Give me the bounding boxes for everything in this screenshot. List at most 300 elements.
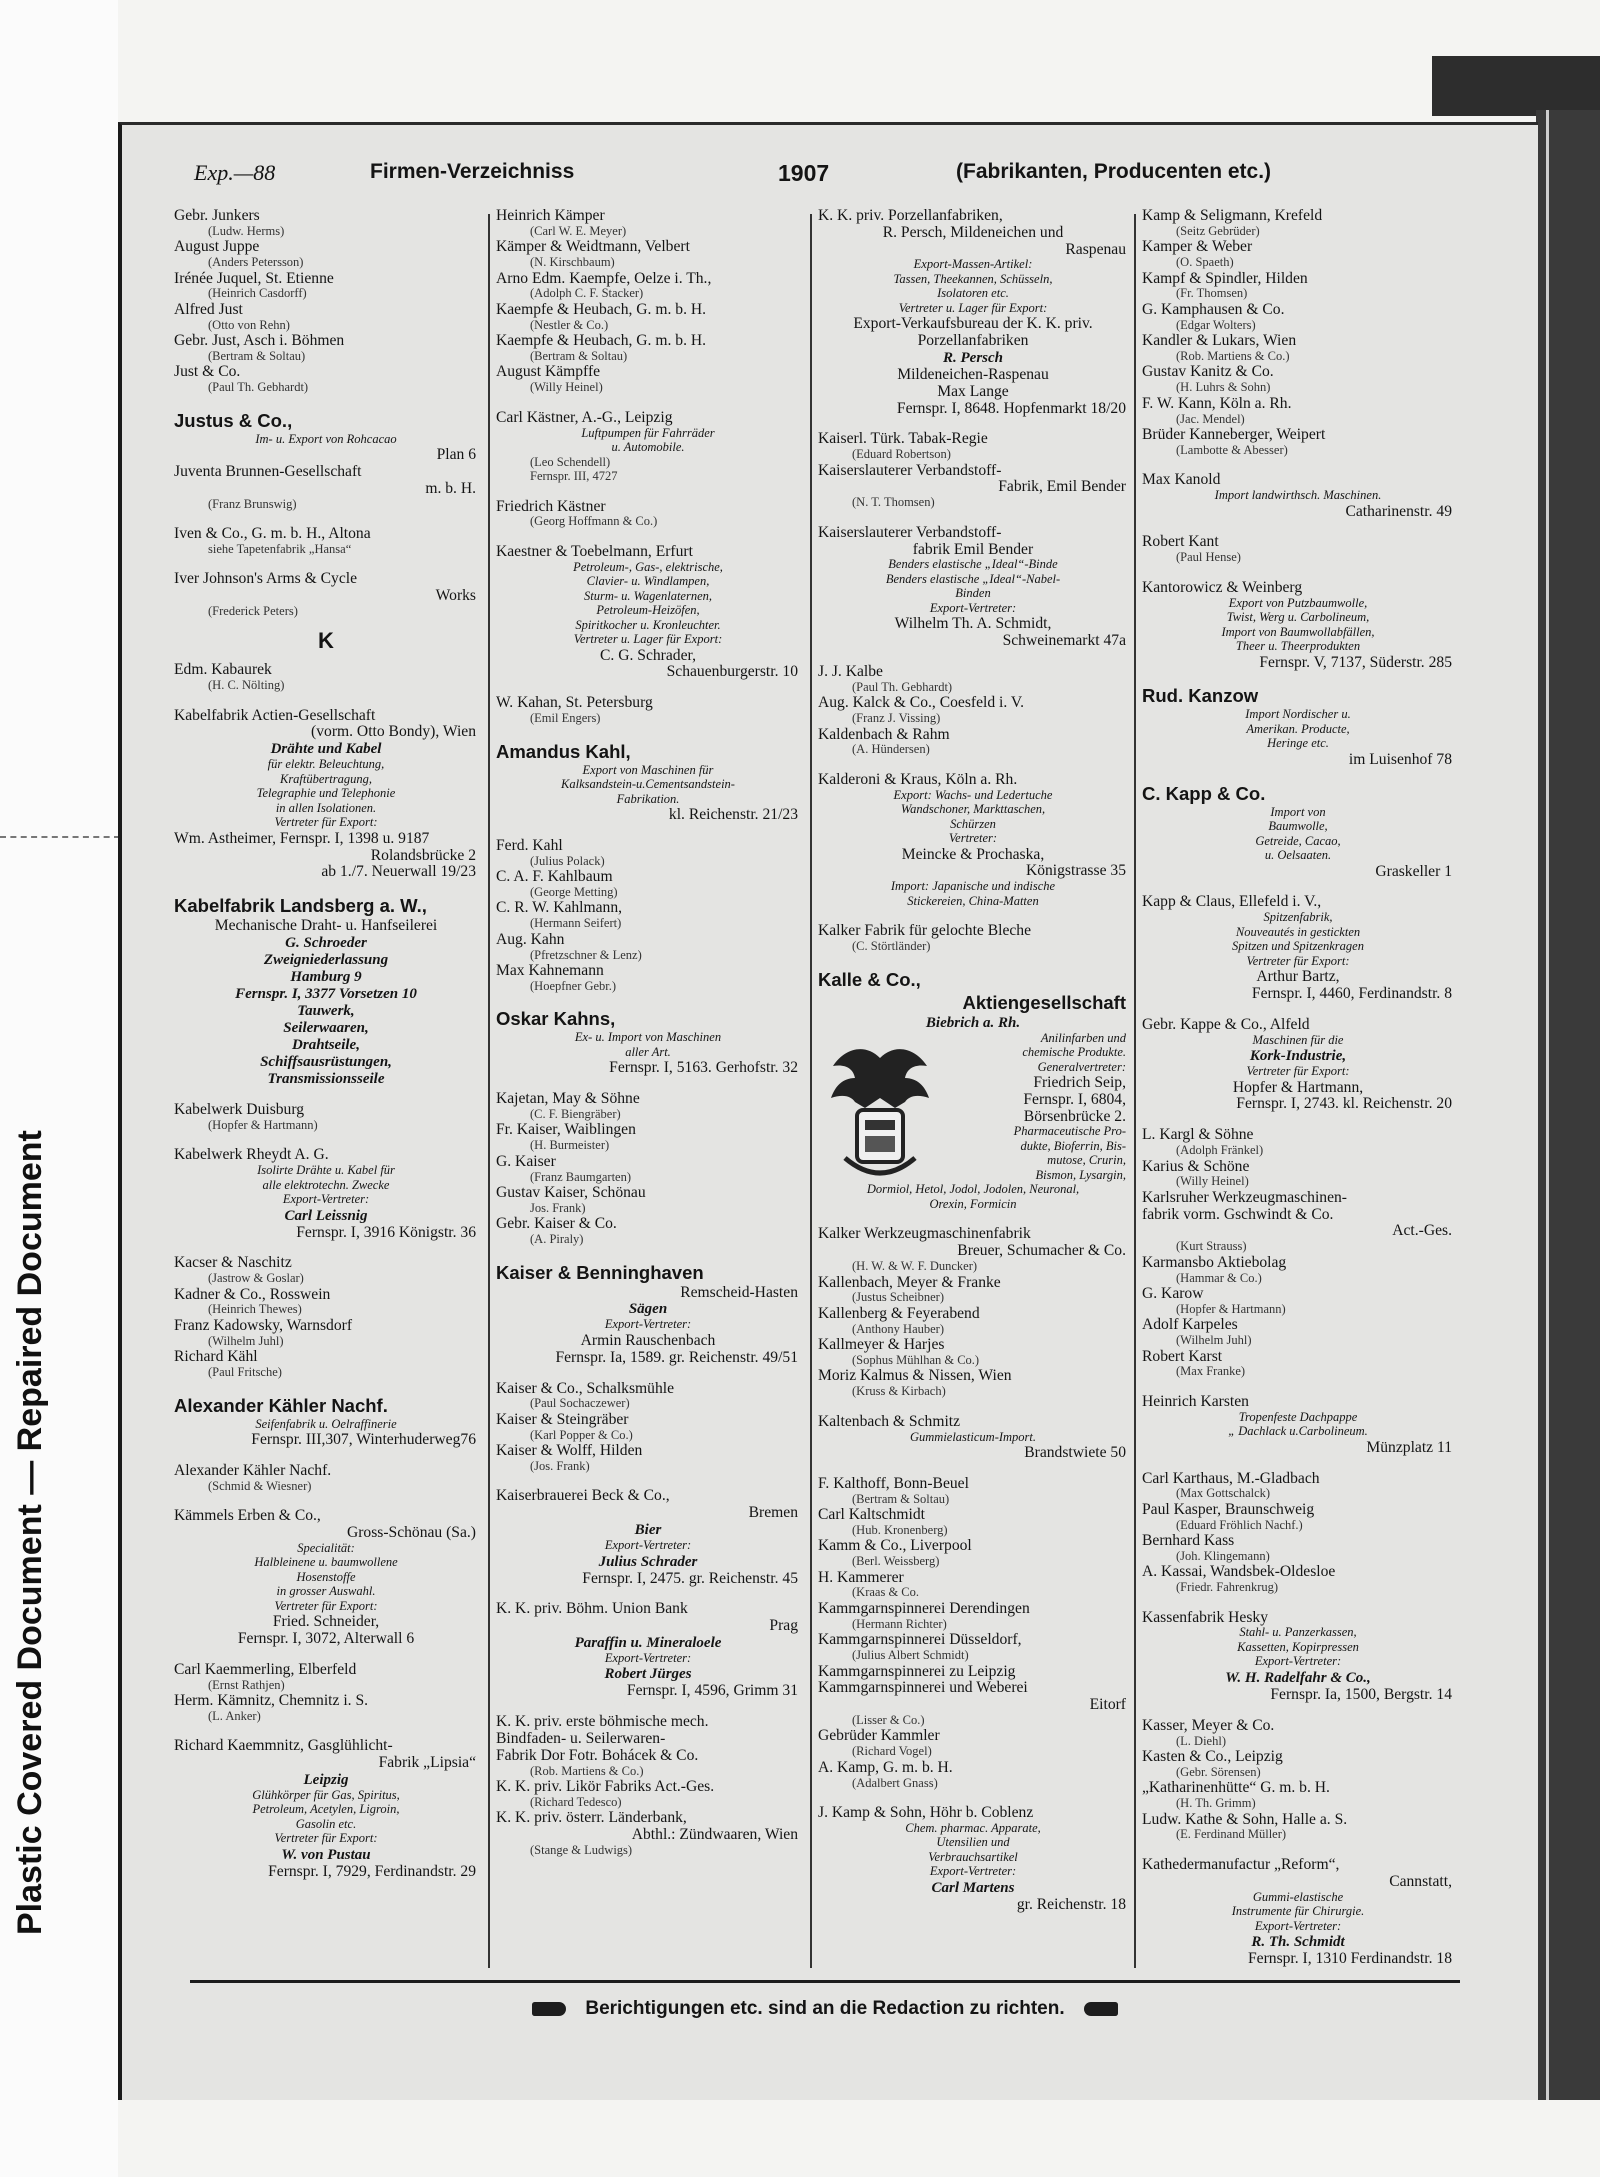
entry-line: Abthl.: Zündwaaren, Wien	[631, 1826, 798, 1844]
entry-line: Meincke & Prochaska,	[901, 845, 1045, 863]
description-line: Clavier- u. Windlampen,	[586, 574, 710, 589]
entry-line: Justus & Co.,	[174, 409, 293, 431]
agent-line: (Julius Albert Schmidt)	[852, 1648, 969, 1663]
entry-line: Bremen	[748, 1504, 798, 1522]
entry-line: Kaiserslauterer Verbandstoff-	[818, 461, 1002, 479]
entry-line: Kamper & Weber	[1142, 238, 1253, 256]
agent-line: (Bertram & Soltau)	[208, 348, 306, 363]
agent-line: (Rob. Martiens & Co.)	[1176, 348, 1290, 363]
page-header	[190, 160, 1320, 192]
agent-line: (Sophus Mühlhan & Co.)	[852, 1352, 980, 1367]
description-line: Biebrich a. Rh.	[925, 1014, 1021, 1031]
entry-line: Kasser, Meyer & Co.	[1142, 1716, 1275, 1734]
entry-line: Münzplatz 11	[1366, 1438, 1452, 1456]
cut-line	[0, 836, 120, 838]
entry-line: Kaiserslauterer Verbandstoff-	[818, 523, 1002, 541]
description-line: Schiffsausrüstungen,	[260, 1053, 392, 1070]
entry-line: m. b. H.	[425, 479, 476, 497]
entry-line: Friedrich Kästner	[496, 497, 606, 515]
agent-line: (Anthony Hauber)	[852, 1321, 944, 1336]
entry-line: G. Karow	[1142, 1285, 1204, 1303]
entry-line: Kalker Werkzeugmaschinenfabrik	[818, 1225, 1031, 1243]
entry-line: Kabelwerk Duisburg	[174, 1100, 305, 1118]
entry-line: C. G. Schrader,	[600, 646, 696, 664]
entry-line: August Juppe	[174, 238, 260, 256]
description-line: Stahl- u. Panzerkassen,	[1239, 1625, 1357, 1640]
column-4	[1142, 208, 1454, 1978]
entry-line: Heinrich Kämper	[496, 208, 605, 224]
entry-line: Kaempfe & Heubach, G. m. b. H.	[496, 300, 707, 318]
agent-line: (Friedr. Fahrenkrug)	[1176, 1580, 1279, 1595]
entry-line: Richard Kaemmnitz, Gasglühlicht-	[174, 1737, 393, 1755]
agent-line: (Franz Baumgarten)	[530, 1169, 632, 1184]
entry-line: im Luisenhof 78	[1348, 750, 1452, 768]
entry-line: Paul Kasper, Braunschweig	[1142, 1500, 1315, 1518]
eagle-crest-logo	[825, 1038, 935, 1188]
agent-line: (Wilhelm Juhl)	[1176, 1333, 1252, 1348]
entry-line: fabrik vorm. Gschwindt & Co.	[1142, 1205, 1334, 1223]
agent-line: (Adolph C. F. Stacker)	[530, 286, 644, 301]
description-line: Stickereien, China-Matten	[907, 893, 1039, 908]
column-divider	[488, 214, 490, 1968]
agent-line: (Hopfer & Hartmann)	[1176, 1301, 1286, 1316]
description-line: Tropenfeste Dachpappe	[1238, 1409, 1358, 1424]
entry-line: Kaiser & Wolff, Hilden	[496, 1442, 643, 1460]
description-line: Isolirte Drähte u. Kabel für	[257, 1163, 395, 1178]
column-1	[174, 208, 478, 1978]
column-divider	[1134, 214, 1136, 1968]
entry-line: Fernspr. I, 4460, Ferdinandstr. 8	[1251, 985, 1452, 1003]
description-line: Import von Baumwollabfällen,	[1221, 624, 1375, 639]
entry-line: Bernhard Kass	[1142, 1532, 1235, 1550]
agent-line: (Lisser & Co.)	[852, 1712, 925, 1727]
entry-line: Kathedermanufactur „Reform“,	[1142, 1855, 1340, 1873]
description-line: Zweigniederlassung	[263, 951, 389, 968]
description-line: Kassetten, Kopirpressen	[1237, 1639, 1359, 1654]
entry-line: Kalle & Co.,	[818, 968, 921, 990]
agent-line: (H. C. Nölting)	[208, 678, 285, 693]
agent-line: (Franz Brunswig)	[208, 496, 297, 511]
agent-line: (Rob. Martiens & Co.)	[530, 1763, 644, 1778]
description-line: Spitzenfabrik,	[1263, 910, 1333, 925]
agent-line: (H. Luhrs & Sohn)	[1176, 380, 1271, 395]
description-line: Carl Martens	[931, 1879, 1015, 1896]
description-line: Heringe etc.	[1267, 736, 1329, 751]
entry-line: Brüder Kanneberger, Weipert	[1142, 426, 1326, 444]
entry-line: Remscheid-Hasten	[680, 1283, 798, 1301]
entry-line: (vorm. Otto Bondy), Wien	[311, 723, 476, 741]
entry-line: Schauenburgerstr. 10	[666, 663, 798, 681]
entry-line: Arthur Bartz,	[1256, 968, 1340, 986]
side-label: Plastic Covered Document — Repaired Document	[11, 1130, 49, 1935]
entry-line: Kaiser & Steingräber	[496, 1410, 629, 1428]
agent-line: (H. Th. Grimm)	[1176, 1796, 1256, 1811]
entry-line: Rud. Kanzow	[1142, 685, 1259, 707]
agent-line: (Adolph Fränkel)	[1176, 1143, 1264, 1158]
agent-line: (Julius Polack)	[530, 853, 605, 868]
entry-line: Kaestner & Toebelmann, Erfurt	[496, 542, 693, 560]
agent-line: Fernspr. III, 4727	[530, 469, 618, 484]
description-line: in allen Isolationen.	[275, 800, 377, 815]
entry-line: Karmansbo Aktiebolag	[1142, 1253, 1287, 1271]
entry-line: Kallenbach, Meyer & Franke	[818, 1273, 1001, 1291]
entry-line: Kamm & Co., Liverpool	[818, 1537, 972, 1555]
description-line: Twist, Werg u. Carbolineum,	[1226, 610, 1370, 625]
entry-line: gr. Reichenstr. 18	[1016, 1895, 1126, 1913]
description-line: für elektr. Beleuchtung,	[267, 757, 385, 772]
description-line: Robert Jürges	[604, 1666, 692, 1683]
description-line: Kork-Industrie,	[1249, 1048, 1347, 1065]
entry-line: Kamp & Seligmann, Krefeld	[1142, 208, 1323, 224]
entry-line: Heinrich Karsten	[1142, 1392, 1249, 1410]
agent-line: (Jastrow & Goslar)	[208, 1271, 304, 1286]
agent-line: (Schmid & Wiesner)	[208, 1478, 312, 1493]
entry-line: F. W. Kann, Köln a. Rh.	[1142, 394, 1292, 412]
agent-line: (Paul Th. Gebhardt)	[852, 679, 953, 694]
entry-line: Fabrik „Lipsia“	[378, 1754, 476, 1772]
agent-line: (N. Kirschbaum)	[530, 255, 615, 270]
description-line: R. Persch	[943, 349, 1003, 366]
agent-line: (Eduard Robertson)	[852, 447, 951, 462]
entry-line: Fernspr. I, 3916 Königstr. 36	[296, 1223, 476, 1241]
entry-line: K. K. priv. Böhm. Union Bank	[496, 1600, 688, 1618]
entry-line: C. Kapp & Co.	[1142, 782, 1266, 804]
entry-line: Wm. Astheimer, Fernspr. I, 1398 u. 9187	[174, 829, 430, 847]
entry-line: Alfred Just	[174, 300, 243, 318]
description-line: Telegraphie und Telephonie	[256, 786, 396, 801]
description-line: Sägen	[628, 1301, 668, 1318]
description-line: Tassen, Theekannen, Schüsseln,	[893, 271, 1053, 286]
description-line: Theer u. Theerprodukten	[1235, 639, 1361, 654]
entry-line: J. J. Kalbe	[818, 662, 883, 680]
entry-line: Kajetan, May & Söhne	[496, 1090, 640, 1108]
entry-line: Fernspr. I, 6804,	[1023, 1090, 1126, 1108]
entry-line: Hopfer & Hartmann,	[1232, 1078, 1364, 1096]
agent-line: (Willy Heinel)	[1176, 1174, 1249, 1189]
entry-line: A. Kassai, Wandsbek-Oldesloe	[1142, 1563, 1336, 1581]
entry-line: A. Kamp, G. m. b. H.	[818, 1758, 953, 1776]
description-line: Kraftübertragung,	[279, 771, 373, 786]
entry-line: Carl Kaemmerling, Elberfeld	[174, 1660, 357, 1678]
entry-line: Catharinenstr. 49	[1345, 502, 1452, 520]
description-line: Drähte und Kabel	[270, 741, 382, 758]
description-line: Import: Japanische und indische	[890, 879, 1056, 894]
description-line: Specialität:	[297, 1540, 355, 1555]
entry-line: Kämper & Weidtmann, Velbert	[496, 238, 690, 256]
description-line: W. von Pustau	[281, 1846, 371, 1863]
header-section: (Fabrikanten, Producenten etc.)	[956, 160, 1272, 183]
header-title: Firmen-Verzeichniss	[370, 160, 575, 183]
description-line: Transmissionsseile	[267, 1070, 385, 1087]
entry-line: Börsenbrücke 2.	[1023, 1107, 1126, 1125]
entry-line: Alexander Kähler Nachf.	[174, 1394, 388, 1416]
agent-line: (Lambotte & Abesser)	[1176, 442, 1288, 457]
entry-line: Arno Edm. Kaempfe, Oelze i. Th.,	[496, 269, 712, 287]
description-line: Export-Vertreter:	[604, 1650, 692, 1665]
agent-line: (H. W. & W. F. Duncker)	[852, 1259, 978, 1274]
entry-line: Armin Rauschenbach	[580, 1331, 716, 1349]
entry-line: dukte, Bioferrin, Bis-	[1020, 1138, 1126, 1153]
entry-line: Kaldenbach & Rahm	[818, 725, 950, 743]
entry-line: kl. Reichenstr. 21/23	[668, 806, 798, 824]
description-line: Gasolin etc.	[295, 1816, 357, 1831]
description-line: Vertreter u. Lager für Export:	[573, 632, 723, 647]
description-line: Binden	[955, 586, 991, 601]
description-line: Benders elastische „Ideal“-Nabel-	[885, 571, 1061, 586]
entry-line: Breuer, Schumacher & Co.	[957, 1242, 1126, 1260]
description-line: R. Th. Schmidt	[1251, 1934, 1345, 1951]
entry-line: L. Kargl & Söhne	[1142, 1126, 1254, 1144]
description-line: Vertreter für Export:	[274, 815, 378, 830]
directory-columns	[174, 208, 1456, 1978]
description-line: Halbleinene u. baumwollene	[254, 1555, 398, 1570]
entry-line: K. K. priv. erste böhmische mech.	[496, 1713, 709, 1731]
description-line: alle elektrotechn. Zwecke	[262, 1177, 390, 1192]
agent-line: (Stange & Ludwigs)	[530, 1842, 633, 1857]
agent-line: (Adalbert Gnass)	[852, 1775, 938, 1790]
entry-line: K. K. priv. österr. Länderbank,	[496, 1809, 687, 1827]
agent-line: (Hub. Kronenberg)	[852, 1522, 948, 1537]
entry-line: mutose, Crurin,	[1047, 1153, 1126, 1168]
agent-line: (Joh. Klingemann)	[1176, 1548, 1270, 1563]
agent-line: (Leo Schendell)	[530, 454, 611, 469]
entry-line: Karlsruher Werkzeugmaschinen-	[1142, 1188, 1347, 1206]
entry-line: C. A. F. Kahlbaum	[496, 868, 613, 886]
entry-line: Gross-Schönau (Sa.)	[346, 1523, 476, 1541]
description-line: Export-Vertreter:	[1254, 1654, 1342, 1669]
agent-line: (Jos. Frank)	[530, 1458, 590, 1473]
description-line: Getreide, Cacao,	[1255, 833, 1341, 848]
entry-line: Kantorowicz & Weinberg	[1142, 578, 1303, 596]
description-line: Hosenstoffe	[296, 1569, 356, 1584]
description-line: Maschinen für die	[1252, 1032, 1344, 1047]
description-line: Dormiol, Hetol, Jodol, Jodolen, Neuronal,	[866, 1182, 1080, 1197]
entry-line: Amandus Kahl,	[496, 740, 631, 762]
description-line: Orexin, Formicin	[929, 1196, 1017, 1211]
entry-line: August Kämpffe	[496, 363, 601, 381]
agent-line: (Ludw. Herms)	[208, 223, 285, 238]
description-line: Export von Maschinen für	[582, 762, 714, 777]
description-line: Drahtseile,	[292, 1036, 360, 1053]
entry-line: Kammgarnspinnerei Derendingen	[818, 1599, 1030, 1617]
agent-line: (Berl. Weissberg)	[852, 1554, 940, 1569]
entry-line: Gebr. Kappe & Co., Alfeld	[1142, 1015, 1310, 1033]
entry-line: Karius & Schöne	[1142, 1157, 1250, 1175]
description-line: Import von	[1270, 804, 1326, 819]
description-line: in grosser Auswahl.	[276, 1584, 376, 1599]
entry-line: Bindfaden- u. Seilerwaren-	[496, 1729, 666, 1747]
agent-line: (Hopfer & Hartmann)	[208, 1117, 318, 1132]
agent-line: (Karl Popper & Co.)	[530, 1427, 633, 1442]
agent-line: (Kruss & Kirbach)	[852, 1384, 946, 1399]
entry-line: Alexander Kähler Nachf.	[174, 1461, 332, 1479]
description-line: Import Nordischer u.	[1245, 707, 1351, 722]
description-line: Glühkörper für Gas, Spiritus,	[252, 1787, 400, 1802]
entry-line: Kammgarnspinnerei und Weberei	[818, 1679, 1028, 1697]
description-line: Export-Vertreter:	[604, 1538, 692, 1552]
entry-line: Franz Kadowsky, Warnsdorf	[174, 1316, 353, 1334]
agent-line: (N. T. Thomsen)	[852, 495, 935, 510]
description-line: Baumwolle,	[1268, 819, 1328, 834]
footer-text: Berichtigungen etc. sind an die Redaction zu richten.	[585, 1998, 1065, 2019]
agent-line: (Willy Heinel)	[530, 380, 603, 395]
description-line: Wandschoner, Markttaschen,	[900, 802, 1046, 817]
entry-line: Generalvertreter:	[1037, 1059, 1126, 1074]
entry-line: Fabrik, Emil Bender	[998, 478, 1126, 496]
entry-line: Fernspr. Ia, 1589. gr. Reichenstr. 49/51	[555, 1348, 798, 1366]
description-line: Benders elastische „Ideal“-Binde	[888, 557, 1058, 572]
description-line: Seifenfabrik u. Oelraffinerie	[255, 1416, 397, 1431]
agent-line: siehe Tapetenfabrik „Hansa“	[208, 541, 352, 556]
agent-line: (Hermann Seifert)	[530, 916, 622, 931]
entry-line: Juventa Brunnen-Gesellschaft	[174, 463, 362, 481]
agent-line: (O. Spaeth)	[1176, 255, 1234, 270]
entry-line: Ferd. Kahl	[496, 836, 563, 854]
entry-line: Gebr. Kaiser & Co.	[496, 1215, 617, 1233]
agent-line: (Edgar Wolters)	[1176, 317, 1256, 332]
entry-line: Kallmeyer & Harjes	[818, 1336, 945, 1354]
agent-line: Jos. Frank)	[530, 1200, 586, 1215]
description-line: Tauwerk,	[297, 1002, 355, 1019]
agent-line: (Richard Vogel)	[852, 1744, 932, 1759]
entry-line: Max Lange	[937, 382, 1009, 400]
description-line: Hamburg 9	[290, 968, 362, 985]
agent-line: (Seitz Gebrüder)	[1176, 223, 1260, 238]
entry-line: Prag	[769, 1617, 798, 1635]
entry-line: Kaiser & Benninghaven	[496, 1261, 704, 1283]
entry-line: Graskeller 1	[1375, 862, 1452, 880]
bottom-rule	[190, 1980, 1460, 1983]
agent-line: (Jac. Mendel)	[1176, 411, 1245, 426]
agent-line: (Heinrich Casdorff)	[208, 286, 307, 301]
pointing-hand-icon	[1084, 2002, 1118, 2016]
description-line: W. H. Radelfahr & Co.,	[1225, 1669, 1371, 1686]
description-line: Petroleum-Heizöfen,	[596, 603, 700, 618]
agent-line: (Paul Th. Gebhardt)	[208, 380, 309, 395]
entry-line: Carl Kaltschmidt	[818, 1506, 925, 1524]
agent-line: (Kurt Strauss)	[1176, 1239, 1247, 1254]
agent-line: (Paul Sochaczewer)	[530, 1396, 630, 1411]
description-line: Fabrikation.	[616, 791, 680, 806]
agent-line: (L. Anker)	[208, 1708, 261, 1723]
header-year: 1907	[778, 160, 830, 186]
entry-line: Eitorf	[1089, 1696, 1126, 1714]
entry-line: Fabrik Dor Fotr. Bohácek & Co.	[496, 1746, 699, 1764]
description-line: Amerikan. Producte,	[1246, 721, 1350, 736]
description-line: Utensilien und	[936, 1835, 1010, 1850]
entry-line: Kabelfabrik Landsberg a. W.,	[174, 895, 427, 917]
entry-line: Fernspr. V, 7137, Süderstr. 285	[1259, 653, 1452, 671]
entry-line: Kandler & Lukars, Wien	[1142, 332, 1297, 350]
entry-line: Kacser & Naschitz	[174, 1254, 292, 1272]
scan-edge-tab	[1432, 56, 1600, 116]
description-line: Ex- u. Import von Maschinen	[574, 1030, 722, 1045]
page-number: Exp.—88	[194, 160, 276, 185]
entry-line: „Katharinenhütte“ G. m. b. H.	[1142, 1779, 1330, 1797]
agent-line: (Bertram & Soltau)	[852, 1491, 950, 1506]
entry-line: Ludw. Kathe & Sohn, Halle a. S.	[1142, 1810, 1348, 1828]
entry-line: Fried. Schneider,	[272, 1613, 380, 1631]
description-line: Vertreter für Export:	[274, 1831, 378, 1846]
entry-line: Oskar Kahns,	[496, 1008, 616, 1030]
entry-line: R. Persch, Mildeneichen und	[882, 223, 1064, 241]
agent-line: (Fr. Thomsen)	[1176, 286, 1248, 301]
entry-line: Bismon, Lysargin,	[1035, 1167, 1126, 1182]
entry-line: Raspenau	[1065, 240, 1126, 258]
entry-line: J. Kamp & Sohn, Höhr b. Coblenz	[818, 1804, 1034, 1822]
entry-line: Fernspr. I, 7929, Ferdinandstr. 29	[268, 1862, 476, 1880]
description-line: Bier	[634, 1522, 662, 1538]
entry-line: Kabelwerk Rheydt A. G.	[174, 1146, 329, 1164]
entry-line: Fernspr. I, 4596, Grimm 31	[626, 1682, 798, 1700]
agent-line: (Frederick Peters)	[208, 604, 298, 619]
entry-line: C. R. W. Kahlmann,	[496, 899, 623, 917]
agent-line: (A. Hündersen)	[852, 742, 930, 757]
entry-line: Kammgarnspinnerei Düsseldorf,	[818, 1631, 1022, 1649]
entry-line: Carl Karthaus, M.-Gladbach	[1142, 1469, 1320, 1487]
description-line: „ Dachlack u.Carbolineum.	[1228, 1424, 1368, 1439]
entry-line: Kaiserbrauerei Beck & Co.,	[496, 1487, 670, 1505]
description-line: Seilerwaaren,	[283, 1019, 369, 1036]
entry-line: Herm. Kämnitz, Chemnitz i. S.	[174, 1692, 369, 1710]
description-line: Vertreter für Export:	[1246, 1064, 1350, 1079]
description-line: Export: Wachs- und Ledertuche	[893, 787, 1053, 802]
description-line: u. Automobile.	[611, 440, 685, 455]
entry-line: Fernspr. I, 2743. kl. Reichenstr. 20	[1236, 1095, 1452, 1113]
agent-line: (Kraas & Co.	[852, 1585, 919, 1600]
page-edge	[1536, 110, 1600, 2100]
description-line: Nouveautés in gestickten	[1235, 924, 1361, 939]
description-line: Sturm- u. Wagenlaternen,	[584, 588, 712, 603]
description-line: Export-Vertreter:	[929, 600, 1017, 615]
entry-line: Kassenfabrik Hesky	[1142, 1608, 1269, 1626]
agent-line: (Bertram & Soltau)	[530, 348, 628, 363]
agent-line: (C. Störtländer)	[852, 939, 931, 954]
entry-line: Gebr. Junkers	[174, 208, 260, 224]
description-line: Schürzen	[950, 816, 996, 831]
entry-line: Just & Co.	[174, 363, 241, 381]
entry-line: Kaempfe & Heubach, G. m. b. H.	[496, 332, 707, 350]
description-line: G. Schroeder	[285, 934, 367, 951]
entry-line: Max Kanold	[1142, 471, 1221, 489]
description-line: Luftpumpen für Fahrräder	[581, 425, 715, 440]
entry-line: Fernspr. I, 3072, Alterwall 6	[237, 1630, 415, 1647]
agent-line: (A. Piraly)	[530, 1232, 584, 1247]
entry-line: Friedrich Seip,	[1033, 1074, 1126, 1092]
entry-line: Aktiengesellschaft	[962, 991, 1126, 1013]
entry-line: Adolf Karpeles	[1142, 1316, 1238, 1334]
agent-line: (Nestler & Co.)	[530, 317, 609, 332]
entry-line: Moriz Kalmus & Nissen, Wien	[818, 1367, 1012, 1385]
agent-line: (Heinrich Thewes)	[208, 1302, 302, 1317]
entry-line: G. Kamphausen & Co.	[1142, 300, 1285, 318]
footer-note	[190, 1998, 1460, 2028]
description-line: Export von Putzbaumwolle,	[1228, 595, 1368, 610]
entry-line: Gebr. Just, Asch i. Böhmen	[174, 332, 345, 350]
entry-line: K	[318, 627, 334, 653]
entry-line: chemische Produkte.	[1022, 1045, 1126, 1060]
agent-line: (L. Diehl)	[1176, 1733, 1226, 1748]
entry-line: Mechanische Draht- u. Hanfseilerei	[214, 917, 438, 935]
description-line: Spiritkocher u. Kronleuchter.	[575, 617, 721, 632]
description-line: Gummi-elastische	[1252, 1889, 1344, 1904]
entry-line: Aug. Kahn	[496, 930, 565, 948]
description-line: Petroleum-, Gas-, elektrische,	[573, 559, 723, 574]
entry-line: Works	[435, 587, 476, 605]
agent-line: (Justus Scheibner)	[852, 1290, 944, 1305]
agent-line: (Ernst Rathjen)	[208, 1677, 285, 1692]
entry-line: Kapp & Claus, Ellefeld i. V.,	[1142, 893, 1322, 911]
